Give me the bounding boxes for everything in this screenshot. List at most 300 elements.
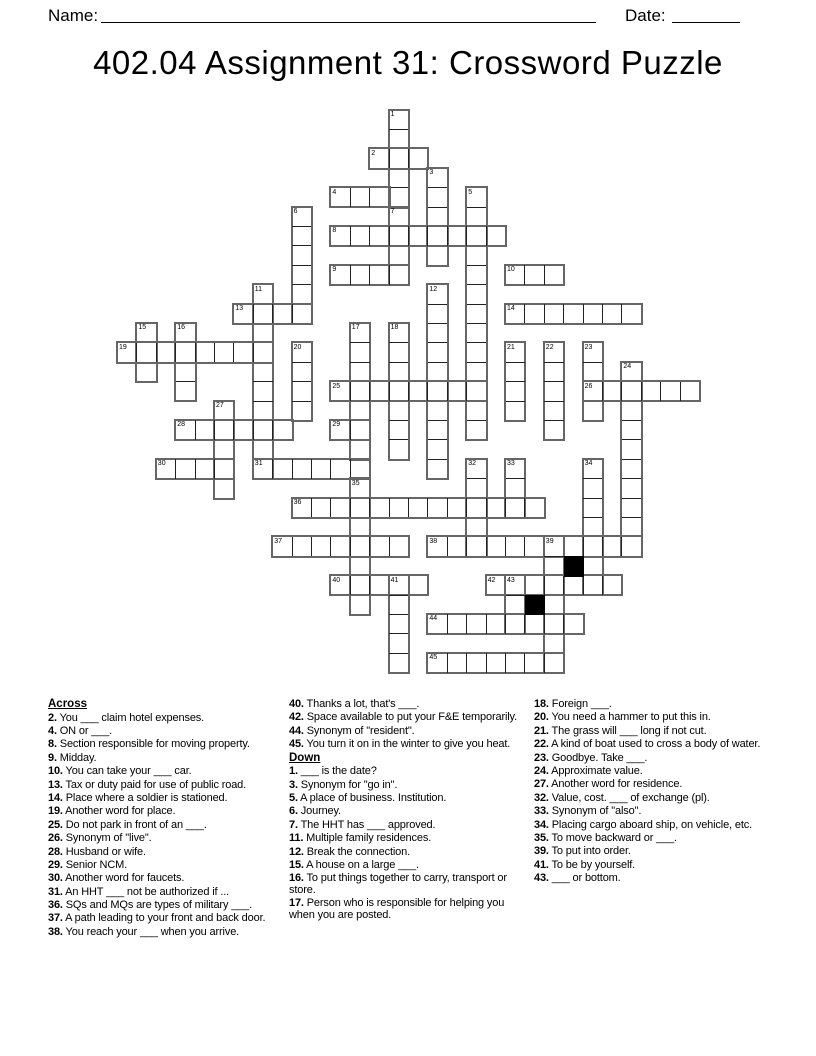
clue-item	[289, 739, 517, 751]
clue-number: 25.	[48, 818, 63, 831]
grid-number-24: 24	[623, 363, 632, 371]
cell-divider	[506, 478, 525, 479]
cell-divider	[602, 576, 603, 595]
cell-divider	[486, 537, 487, 556]
clue-number: 29.	[48, 858, 63, 871]
cell-divider	[350, 537, 351, 556]
cell-divider	[389, 129, 408, 130]
word-22-down[interactable]	[543, 341, 565, 441]
cell-divider	[505, 498, 506, 517]
cell-divider	[467, 342, 486, 343]
clue-item	[48, 833, 282, 845]
cell-divider	[660, 382, 661, 401]
clues-section-header: Down	[289, 751, 321, 764]
clue-number: 11.	[289, 832, 304, 845]
grid-number-4: 4	[332, 188, 337, 196]
cell-divider	[292, 362, 311, 363]
clue-number: 37.	[48, 912, 63, 925]
cell-divider	[447, 226, 448, 245]
cell-divider	[311, 498, 312, 517]
grid-number-39: 39	[545, 537, 554, 545]
cell-divider	[505, 537, 506, 556]
grid-number-18: 18	[390, 324, 399, 332]
grid-number-17: 17	[351, 324, 360, 332]
cell-divider	[408, 149, 409, 168]
cell-divider	[195, 459, 196, 478]
cell-divider	[544, 362, 563, 363]
black-cell	[564, 556, 584, 576]
grid-number-26: 26	[584, 382, 593, 390]
cell-divider	[369, 382, 370, 401]
clue-text: Another word for faucets.	[62, 872, 185, 885]
cell-divider	[350, 459, 351, 478]
clue-text: Synonym of "live".	[62, 832, 152, 845]
word-41-down[interactable]	[388, 574, 410, 674]
cell-divider	[622, 420, 641, 421]
grid-number-33: 33	[507, 460, 515, 468]
clue-text: Do not park in front of an ___.	[62, 818, 207, 831]
clue-number: 13.	[48, 778, 63, 791]
cell-divider	[622, 517, 641, 518]
cell-divider	[680, 382, 681, 401]
clue-text: Person who is responsible for helping you when you are posted.	[289, 897, 505, 921]
grid-number-19: 19	[119, 343, 127, 351]
cell-divider	[292, 401, 311, 402]
cell-divider	[486, 498, 487, 517]
clue-text: Section responsible for moving property.	[56, 738, 250, 751]
clue-item	[48, 900, 282, 912]
cell-divider	[389, 537, 390, 556]
clue-number: 4.	[48, 724, 57, 737]
cell-divider	[350, 342, 369, 343]
cell-divider	[389, 265, 390, 284]
cell-divider	[524, 304, 525, 323]
cell-divider	[466, 653, 467, 672]
clue-text: The HHT has ___ approved.	[297, 818, 436, 831]
clue-number: 18.	[534, 698, 549, 710]
cell-divider	[389, 362, 408, 363]
clue-item	[48, 887, 282, 899]
grid-number-30: 30	[157, 460, 166, 468]
clue-text: You can take your ___ car.	[62, 765, 192, 778]
grid-number-8: 8	[332, 227, 337, 235]
cell-divider	[195, 343, 196, 362]
clue-text: A house on a large ___.	[303, 858, 419, 871]
cell-divider	[544, 614, 545, 633]
clue-item	[48, 766, 282, 778]
clue-number: 26.	[48, 832, 63, 845]
cell-divider	[524, 653, 525, 672]
clue-text: Journey.	[297, 805, 341, 818]
clue-text: Another word for residence.	[548, 778, 683, 791]
cell-divider	[350, 265, 351, 284]
clue-number: 43.	[534, 872, 549, 885]
grid-number-40: 40	[332, 576, 341, 584]
cell-divider	[622, 478, 641, 479]
cell-divider	[292, 381, 311, 382]
cell-divider	[311, 537, 312, 556]
grid-number-9: 9	[332, 266, 337, 274]
clue-text: A place of business. Institution.	[297, 791, 447, 804]
cell-divider	[583, 498, 602, 499]
cell-divider	[544, 556, 563, 557]
grid-number-28: 28	[177, 421, 185, 429]
cell-divider	[466, 226, 467, 245]
clue-item	[289, 847, 517, 859]
cell-divider	[330, 498, 331, 517]
grid-number-45: 45	[429, 654, 438, 662]
clue-text: Synonym of "also".	[548, 805, 642, 818]
cell-divider	[466, 614, 467, 633]
cell-divider	[467, 207, 486, 208]
cell-divider	[369, 576, 370, 595]
clue-text: You need a hammer to put this in.	[548, 711, 711, 724]
word-4-across[interactable]	[329, 186, 390, 208]
cell-divider	[233, 420, 234, 439]
clue-text: ___ is the date?	[297, 765, 377, 778]
cell-divider	[563, 304, 564, 323]
clue-item	[534, 833, 774, 845]
clue-item	[289, 699, 517, 711]
clue-item	[48, 847, 282, 859]
cell-divider	[621, 537, 622, 556]
grid-number-3: 3	[429, 169, 434, 177]
clues-column-2	[289, 699, 517, 923]
cell-divider	[428, 362, 447, 363]
cell-divider	[389, 149, 390, 168]
cell-divider	[506, 595, 525, 596]
clue-number: 3.	[289, 778, 298, 791]
clue-item	[48, 793, 282, 805]
grid-number-34: 34	[584, 460, 593, 468]
clue-text: Husband or wife.	[62, 845, 146, 858]
cell-divider	[506, 401, 525, 402]
grid-number-25: 25	[332, 382, 341, 390]
clue-number: 21.	[534, 724, 549, 737]
cell-divider	[563, 614, 564, 633]
word-38-across[interactable]	[426, 535, 642, 557]
grid-number-23: 23	[584, 343, 593, 351]
clue-item	[48, 780, 282, 792]
cell-divider	[428, 207, 447, 208]
clue-item	[289, 766, 517, 778]
cell-divider	[621, 382, 622, 401]
grid-number-5: 5	[468, 188, 473, 196]
cell-divider	[292, 284, 311, 285]
grid-number-7: 7	[390, 208, 395, 215]
clue-text: Foreign ___.	[548, 698, 612, 710]
cell-divider	[602, 382, 603, 401]
clue-item	[48, 739, 282, 751]
cell-divider	[369, 265, 370, 284]
cell-divider	[311, 459, 312, 478]
grid-number-38: 38	[429, 537, 438, 545]
cell-divider	[389, 187, 408, 188]
cell-divider	[389, 614, 408, 615]
cell-divider	[466, 498, 467, 517]
cell-divider	[428, 439, 447, 440]
word-40-across[interactable]	[329, 574, 429, 596]
grid-number-12: 12	[429, 285, 438, 293]
clue-item	[534, 793, 774, 805]
cell-divider	[467, 265, 486, 266]
cell-divider	[467, 323, 486, 324]
clue-number: 35.	[534, 831, 549, 844]
clue-item	[289, 780, 517, 792]
clue-number: 33.	[534, 805, 549, 818]
cell-divider	[641, 382, 642, 401]
clue-number: 14.	[48, 791, 63, 804]
cell-divider	[447, 498, 448, 517]
clue-number: 12.	[289, 845, 304, 858]
clue-number: 32.	[534, 791, 549, 804]
grid-number-44: 44	[429, 615, 438, 623]
clue-item	[48, 873, 282, 885]
cell-divider	[621, 304, 622, 323]
cell-divider	[622, 459, 641, 460]
cell-divider	[428, 187, 447, 188]
cell-divider	[389, 342, 408, 343]
clue-text: You reach your ___ when you arrive.	[62, 925, 240, 938]
cell-divider	[467, 304, 486, 305]
clue-number: 34.	[534, 818, 549, 831]
clue-text: Another word for place.	[62, 805, 176, 818]
page-title: 402.04 Assignment 31: Crossword Puzzle	[93, 44, 723, 81]
clue-number: 38.	[48, 925, 63, 938]
clue-item	[48, 713, 282, 725]
cell-divider	[136, 343, 137, 362]
clue-text: Multiple family residences.	[303, 832, 432, 845]
clue-number: 16.	[289, 872, 304, 885]
grid-number-13: 13	[235, 305, 244, 312]
clue-number: 7.	[289, 818, 298, 831]
cell-divider	[467, 420, 486, 421]
cell-divider	[292, 265, 311, 266]
clue-item	[534, 873, 774, 885]
word-8-across[interactable]	[329, 225, 507, 247]
cell-divider	[467, 478, 486, 479]
clue-number: 2.	[48, 711, 57, 724]
clue-item	[289, 726, 517, 738]
clue-number: 28.	[48, 845, 63, 858]
cell-divider	[505, 614, 506, 633]
grid-number-37: 37	[274, 537, 282, 545]
clue-number: 30.	[48, 872, 63, 885]
grid-number-41: 41	[390, 576, 399, 584]
cell-divider	[389, 595, 408, 596]
cell-divider	[214, 459, 215, 478]
word-27-down[interactable]	[213, 400, 235, 500]
cell-divider	[369, 226, 370, 245]
clues-column-3	[534, 699, 774, 886]
cell-divider	[408, 498, 409, 517]
grid-number-20: 20	[293, 343, 302, 351]
cell-divider	[506, 362, 525, 363]
clue-text: A kind of boat used to cross a body of water.	[548, 738, 761, 751]
cell-divider	[292, 537, 293, 556]
grid-number-21: 21	[507, 343, 515, 351]
cell-divider	[544, 401, 563, 402]
clue-text: Break the connection.	[303, 845, 411, 858]
cell-divider	[428, 323, 447, 324]
cell-divider	[292, 459, 293, 478]
cell-divider	[486, 226, 487, 245]
cell-divider	[389, 420, 408, 421]
clue-item	[534, 699, 774, 711]
word-3-down[interactable]	[426, 167, 448, 267]
cell-divider	[563, 576, 564, 595]
cell-divider	[175, 343, 176, 362]
word-36-across[interactable]	[291, 497, 546, 519]
grid-number-22: 22	[545, 343, 554, 351]
cell-divider	[427, 382, 428, 401]
clue-text: Place where a soldier is stationed.	[62, 791, 228, 804]
black-cell	[525, 595, 545, 615]
clue-text: Thanks a lot, that's ___.	[303, 698, 420, 710]
name-label: Name:	[48, 6, 99, 25]
date-label: Date:	[625, 6, 666, 25]
clue-number: 15.	[289, 858, 304, 871]
clue-item	[534, 846, 774, 858]
cell-divider	[369, 188, 370, 207]
cell-divider	[524, 265, 525, 284]
clue-text: Synonym for "go in".	[297, 778, 398, 791]
grid-number-6: 6	[293, 208, 298, 215]
grid-number-15: 15	[138, 324, 147, 332]
cell-divider	[253, 343, 254, 362]
clue-text: To put into order.	[548, 845, 631, 858]
cell-divider	[369, 537, 370, 556]
cell-divider	[350, 188, 351, 207]
cell-divider	[447, 537, 448, 556]
clue-text: Placing cargo aboard ship, on vehicle, etc.	[548, 818, 752, 831]
clue-number: 10.	[48, 765, 63, 778]
cell-divider	[524, 614, 525, 633]
clue-item	[534, 860, 774, 872]
cell-divider	[486, 653, 487, 672]
cell-divider	[467, 284, 486, 285]
clue-item	[289, 820, 517, 832]
cell-divider	[408, 382, 409, 401]
cell-divider	[214, 420, 215, 439]
cell-divider	[428, 420, 447, 421]
clue-number: 41.	[534, 858, 549, 871]
grid-number-42: 42	[487, 576, 496, 584]
clue-text: A path leading to your front and back door.	[62, 912, 266, 925]
clue-text: Tax or duty paid for use of public road.	[62, 778, 247, 791]
cell-divider	[427, 498, 428, 517]
cell-divider	[427, 226, 428, 245]
clue-number: 1.	[289, 765, 298, 778]
cell-divider	[505, 653, 506, 672]
grid-number-11: 11	[254, 285, 263, 293]
cell-divider	[389, 653, 408, 654]
cell-divider	[350, 382, 351, 401]
cell-divider	[253, 304, 254, 323]
cell-divider	[466, 382, 467, 401]
cell-divider	[447, 382, 448, 401]
clue-item	[48, 913, 282, 925]
clue-item	[289, 712, 517, 724]
word-2-across[interactable]	[368, 147, 429, 169]
cell-divider	[524, 537, 525, 556]
clue-number: 40.	[289, 698, 304, 710]
clue-number: 39.	[534, 845, 549, 858]
clue-item	[48, 726, 282, 738]
clue-number: 42.	[289, 711, 304, 724]
cell-divider	[195, 420, 196, 439]
clue-number: 5.	[289, 791, 298, 804]
cell-divider	[389, 382, 390, 401]
clue-number: 23.	[534, 751, 549, 764]
grid-number-2: 2	[371, 149, 376, 157]
clue-number: 27.	[534, 778, 549, 791]
clue-item	[289, 833, 517, 845]
clue-item	[534, 753, 774, 765]
clue-text: An HHT ___ not be authorized if ...	[62, 885, 230, 898]
cell-divider	[389, 439, 408, 440]
cell-divider	[583, 304, 584, 323]
cell-divider	[389, 498, 390, 517]
clue-item	[289, 898, 517, 921]
cell-divider	[622, 439, 641, 440]
clue-text: Synonym of "resident".	[303, 724, 415, 737]
cell-divider	[447, 653, 448, 672]
cell-divider	[544, 420, 563, 421]
clue-number: 36.	[48, 899, 63, 912]
cell-divider	[330, 537, 331, 556]
cell-divider	[583, 576, 584, 595]
grid-number-35: 35	[351, 479, 360, 487]
clue-text: Senior NCM.	[62, 858, 128, 871]
cell-divider	[447, 614, 448, 633]
clue-item	[534, 779, 774, 791]
cell-divider	[544, 653, 545, 672]
cell-divider	[467, 362, 486, 363]
grid-number-1: 1	[390, 111, 395, 118]
clue-number: 19.	[48, 805, 63, 818]
cell-divider	[176, 381, 195, 382]
cell-divider	[253, 420, 254, 439]
clue-text: SQs and MQs are types of military ___.	[62, 899, 253, 912]
clue-text: Value, cost. ___ of exchange (pl).	[548, 791, 710, 804]
grid-number-10: 10	[507, 266, 515, 274]
cell-divider	[428, 342, 447, 343]
grid-number-36: 36	[293, 499, 302, 506]
cell-divider	[272, 304, 273, 323]
clue-text: To put things together to carry, transport or store.	[289, 872, 507, 896]
grid-number-16: 16	[177, 324, 185, 332]
clue-number: 44.	[289, 724, 304, 737]
clue-item	[289, 793, 517, 805]
clue-item	[289, 873, 517, 896]
cell-divider	[292, 245, 311, 246]
cell-divider	[583, 517, 602, 518]
cell-divider	[583, 362, 602, 363]
clue-number: 17.	[289, 897, 304, 910]
cell-divider	[544, 576, 545, 595]
cell-divider	[506, 381, 525, 382]
cell-divider	[156, 343, 157, 362]
cell-divider	[175, 459, 176, 478]
cell-divider	[272, 459, 273, 478]
cell-divider	[428, 459, 447, 460]
cell-divider	[350, 226, 351, 245]
clue-text: ON or ___.	[56, 724, 113, 737]
clue-item	[534, 820, 774, 832]
grid-number-43: 43	[507, 576, 515, 584]
clue-number: 9.	[48, 751, 57, 764]
